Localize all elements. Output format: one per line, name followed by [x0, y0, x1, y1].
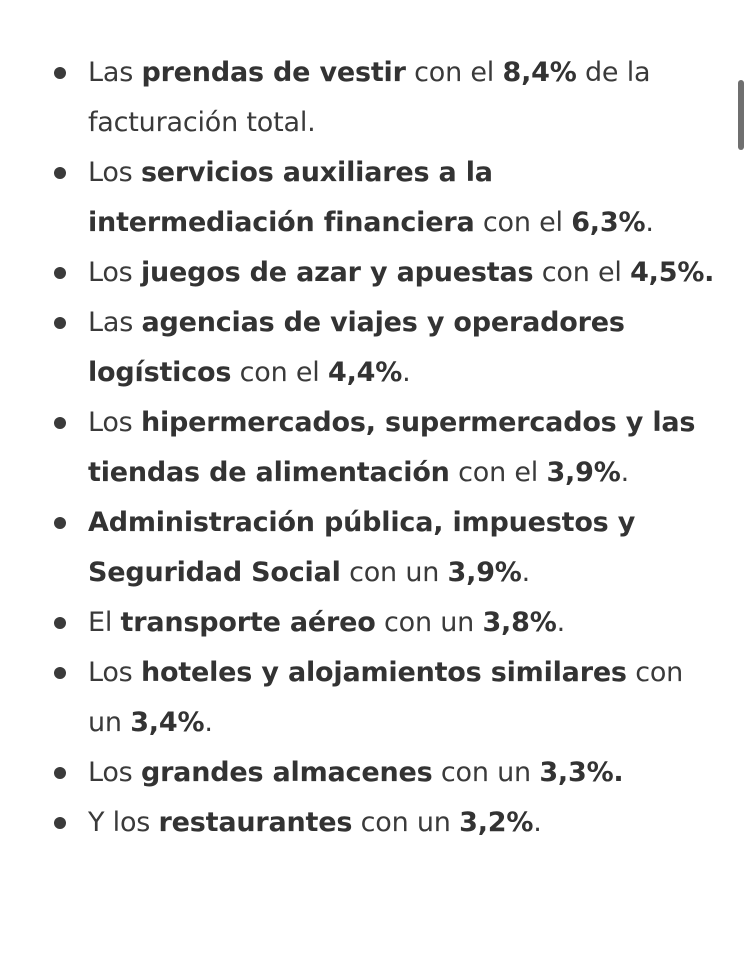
bullet-icon: [54, 767, 66, 779]
item-text-middle: con el: [231, 357, 328, 388]
item-sector: agencias de viajes y operadores logísticos: [88, 307, 625, 388]
item-text-middle: con el: [405, 57, 503, 88]
item-percentage: 3,4%: [130, 707, 205, 738]
item-text-prefix: Los: [88, 407, 141, 438]
list-item: [50, 598, 725, 648]
list-item: [50, 298, 725, 398]
item-text-middle: con el: [533, 257, 631, 288]
item-percentage: 3,8%: [482, 607, 557, 638]
list-item: [50, 148, 725, 248]
item-text-prefix: Los: [88, 257, 141, 288]
item-text-suffix: .: [204, 707, 213, 738]
item-percentage: 3,9%: [447, 557, 522, 588]
item-percentage: 4,5%.: [630, 257, 715, 288]
bullet-icon: [54, 667, 66, 679]
item-text-middle: con un: [375, 607, 483, 638]
item-sector: prendas de vestir: [141, 57, 406, 88]
item-text-middle: con un: [352, 807, 460, 838]
item-text-middle: con el: [474, 207, 572, 238]
item-sector: hipermercados, supermercados y las tiendas de alimentación: [88, 407, 696, 488]
item-text-suffix: .: [620, 457, 629, 488]
item-text-suffix: .: [533, 807, 542, 838]
item-text-middle: con un: [88, 657, 684, 738]
list-item: [50, 748, 725, 798]
list-item: [50, 798, 725, 848]
bullet-icon: [54, 617, 66, 629]
item-text-prefix: Los: [88, 157, 141, 188]
item-percentage: 4,4%: [328, 357, 403, 388]
item-text-suffix: .: [402, 357, 411, 388]
item-sector: grandes almacenes: [140, 757, 433, 788]
bullet-icon: [54, 167, 66, 179]
item-percentage: 3,9%: [546, 457, 621, 488]
item-percentage: 3,3%.: [539, 757, 624, 788]
scrollbar[interactable]: [738, 80, 744, 150]
item-text-prefix: Las: [88, 307, 142, 338]
item-text-suffix: de la facturación total.: [88, 57, 651, 138]
bullet-icon: [54, 267, 66, 279]
list-item: [50, 648, 725, 748]
bullet-icon: [54, 417, 66, 429]
item-percentage: 3,2%: [459, 807, 534, 838]
item-text-suffix: .: [521, 557, 531, 588]
item-sector: restaurantes: [158, 807, 353, 838]
bullet-icon: [54, 67, 66, 79]
list-item: [50, 498, 725, 598]
item-text-prefix: Los: [88, 657, 141, 688]
item-sector: transporte aéreo: [120, 607, 376, 638]
item-text-prefix: El: [88, 607, 121, 638]
item-sector: Administración pública, impuestos y Seguridad Social: [88, 507, 636, 588]
item-text-prefix: Y los: [88, 807, 159, 838]
item-text-middle: con un: [432, 757, 540, 788]
list-item: [50, 48, 725, 148]
list-item: [50, 398, 725, 498]
item-text-prefix: Las: [88, 57, 142, 88]
item-text-middle: con el: [449, 457, 547, 488]
item-text-suffix: .: [645, 207, 654, 238]
list-item: [50, 248, 725, 298]
bullet-icon: [54, 317, 66, 329]
bullet-icon: [54, 817, 66, 829]
sector-list: [50, 48, 725, 848]
item-sector: juegos de azar y apuestas: [140, 257, 534, 288]
article-content: [50, 48, 725, 848]
item-sector: hoteles y alojamientos similares: [140, 657, 627, 688]
item-text-suffix: .: [556, 607, 565, 638]
item-sector: servicios auxiliares a la intermediación financiera: [88, 157, 493, 238]
item-percentage: 8,4%: [502, 57, 577, 88]
item-text-middle: con un: [340, 557, 448, 588]
bullet-icon: [54, 517, 66, 529]
item-text-prefix: Los: [88, 757, 141, 788]
item-percentage: 6,3%: [571, 207, 646, 238]
